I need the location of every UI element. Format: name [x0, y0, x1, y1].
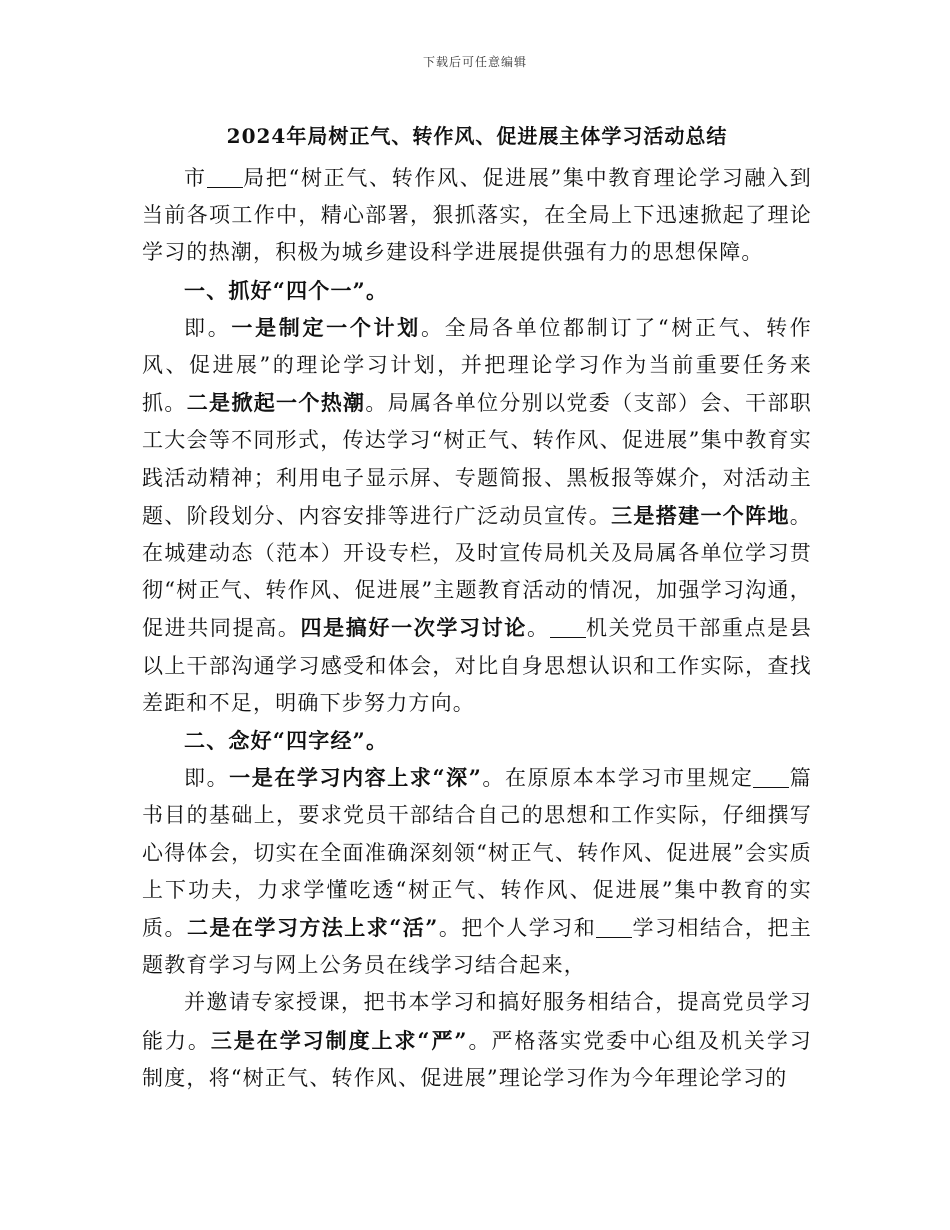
item-2-text: 学习相结合，把主题教育学习与网上公务员在线学习结合起来，	[142, 916, 812, 978]
item-2-heading: 二是在学习方法上求“活”	[186, 915, 439, 941]
intro-text-start: 市	[184, 166, 207, 190]
point-2-heading: 二是掀起一个热潮	[186, 390, 366, 416]
section2-continuation-paragraph	[142, 984, 812, 1097]
section2-lead: 即。	[184, 766, 230, 791]
point-2-text: 。局属各单位分别以党委（支部）会、干部职工大会等不同形式，传达学习“树正气、转作风、促进展”集中教育实践活动精神；利用电子显示屏、专题简报、黑板报等媒介，对活动主题、阶段划分、内容安排等进行广泛动员宣传。	[142, 391, 812, 528]
item-1-text: 篇书目的基础上，要求党员干部结合自己的思想和工作实际，仔细撰写心得体会，切实在全面准确深刻领“树正气、转作风、促进展”会实质上下功夫，力求学懂吃透“树正气、转作风、促进展”集中教育的实质。	[142, 766, 812, 941]
point-4-heading: 四是搞好一次学习讨论	[300, 615, 527, 641]
intro-text: 局把“树正气、转作风、促进展”集中教育理论学习融入到当前各项工作中，精心部署，狠抓落实，在全局上下迅速掀起了理论学习的热潮，积极为城乡建设科学进展提供强有力的思想保障。	[142, 166, 812, 265]
page-header-note: 下载后可任意编辑	[422, 55, 527, 69]
point-1-heading: 一是制定一个计划	[231, 314, 421, 340]
item-3-text: 。严格落实党委中心组及机关学习制度，将“树正气、转作风、促进展”理论学习作为今年理论学习的	[142, 1028, 812, 1090]
item-3-heading: 三是在学习制度上求“严”	[210, 1027, 468, 1053]
section2-paragraph	[142, 759, 812, 984]
section1-lead: 即。	[184, 315, 232, 340]
document-body	[142, 160, 812, 1097]
continuation-text: 并邀请专家授课，把书本学习和搞好服务相结合，提高党员学习能力。	[142, 990, 812, 1053]
fill-blank	[207, 166, 243, 188]
section1-paragraph	[142, 309, 812, 722]
section-heading-2: 二、念好“四字经”。	[184, 728, 389, 754]
document-title: 2024年局树正气、转作风、促进展主体学习活动总结	[226, 124, 728, 148]
point-4-text-start: 。	[526, 616, 550, 641]
fill-blank	[596, 916, 632, 938]
point-1-text: 。全局各单位都制订了“树正气、转作风、促进展”的理论学习计划，并把理论学习作为当前重要任务来抓。	[142, 315, 812, 416]
fill-blank	[550, 616, 586, 638]
point-3-text: 。在城建动态（范本）开设专栏，及时宣传局机关及局属各单位学习贯彻“树正气、转作风、促进展”主题教育活动的情况，加强学习沟通，促进共同提高。	[142, 503, 812, 641]
section-heading-1: 一、抓好“四个一”。	[184, 277, 389, 303]
intro-paragraph	[142, 160, 812, 272]
point-3-heading: 三是搭建一个阵地	[611, 502, 790, 528]
item-1-text-start: 。在原原本本学习市里规定	[481, 766, 754, 791]
point-4-text: 机关党员干部重点是县以上干部沟通学习感受和体会，对比自身思想认识和工作实际，查找差距和不足，明确下步努力方向。	[142, 616, 813, 715]
item-2-text-start: 。把个人学习和	[438, 916, 597, 941]
item-1-heading: 一是在学习内容上求“深”	[229, 765, 482, 791]
fill-blank	[753, 766, 789, 788]
document-page	[142, 118, 812, 1097]
